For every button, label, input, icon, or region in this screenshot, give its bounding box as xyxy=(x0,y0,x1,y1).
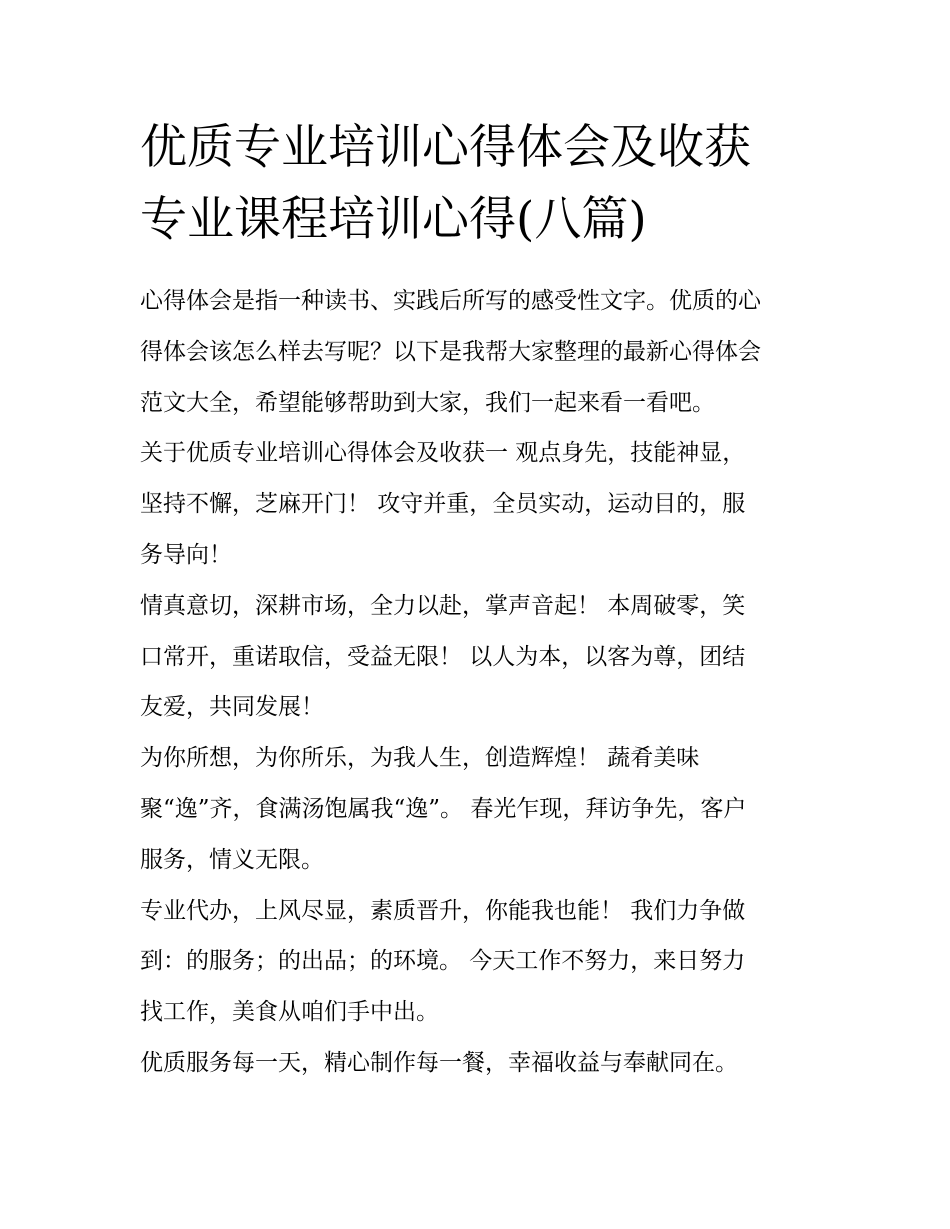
text-line: 为你所想，为你所乐，为我人生，创造辉煌！ 蔬肴美味 xyxy=(140,745,700,772)
text-line: 关于优质专业培训心得体会及收获一 观点身先，技能神显， xyxy=(140,440,746,467)
paragraph-slogans-1 xyxy=(140,428,830,580)
text-line: 心得体会是指一种读书、实践后所写的感受性文字。优质的心 xyxy=(140,288,761,314)
text-line: 找工作，美食从咱们手中出。 xyxy=(140,999,439,1026)
paragraph-slogans-5 xyxy=(140,1038,830,1089)
paragraph-slogans-2 xyxy=(140,581,830,733)
text-line: 优质服务每一天，精心制作每一餐，幸福收益与奉献同在。 xyxy=(140,1049,738,1076)
text-line: 友爱，共同发展！ xyxy=(140,694,324,721)
text-line: 口常开，重诺取信，受益无限！ 以人为本，以客为尊，团结 xyxy=(140,643,746,670)
text-line: 聚“逸”齐，食满汤饱属我“逸”。 春光乍现，拜访争先，客户 xyxy=(140,795,747,822)
paragraph-slogans-3 xyxy=(140,733,830,885)
paragraph-intro xyxy=(140,276,830,428)
title-line: 优质专业培训心得体会及收获 xyxy=(140,120,751,175)
text-line: 务导向！ xyxy=(140,541,232,568)
text-line: 坚持不懈，芝麻开门！ 攻守并重，全员实动，运动目的，服 xyxy=(140,491,746,518)
document-body xyxy=(140,276,830,1089)
text-line: 得体会该怎么样去写呢？以下是我帮大家整理的最新心得体会 xyxy=(140,338,761,365)
title-line: 专业课程培训心得(八篇) xyxy=(140,192,647,247)
text-line: 专业代办，上风尽显，素质晋升，你能我也能！ 我们力争做 xyxy=(140,897,746,924)
text-line: 服务，情义无限。 xyxy=(140,846,324,873)
text-line: 范文大全，希望能够帮助到大家，我们一起来看一看吧。 xyxy=(140,389,715,416)
text-line: 情真意切，深耕市场，全力以赴，掌声音起！ 本周破零，笑 xyxy=(140,592,746,619)
paragraph-slogans-4 xyxy=(140,886,830,1038)
text-line: 到：的服务；的出品；的环境。 今天工作不努力，来日努力 xyxy=(140,948,746,975)
document-title xyxy=(140,112,840,256)
